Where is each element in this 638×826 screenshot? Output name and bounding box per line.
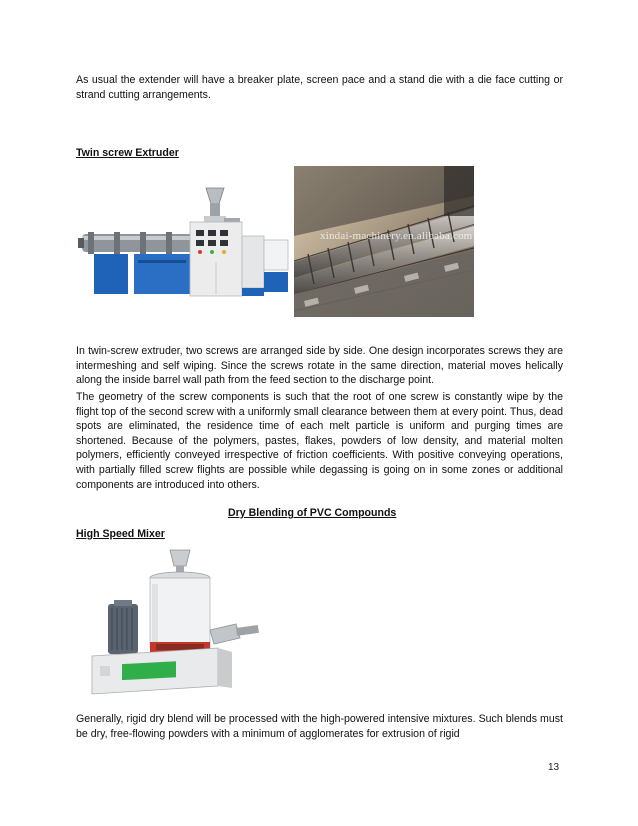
high-speed-mixer-heading: High Speed Mixer xyxy=(76,528,165,540)
generally-paragraph: Generally, rigid dry blend will be processed with the high-powered intensive mixtures. Such blends must be dry, free-flowing powders with a minimum of agglomerates for extrusion of rigid xyxy=(76,713,563,740)
twin-screw-paragraph-2: The geometry of the screw components is such that the root of one screw is constantly wipe by the flight top of the second screw with a uniformly small clearance between them at every point. Thus, dead spots are eliminated, the residence time of each melt particle is uniform and purging times are shortened. Because of the polymers, pastes, flakes, powders of low density, and material molten polymers, efficiently conveyed irrespective of friction coefficients. With positive conveying operations, with partially filled screw flights are possible while degassing is going on in some zones or additional components are introduced into others. xyxy=(76,391,563,491)
twin-screw-paragraph-1: In twin-screw extruder, two screws are arranged side by side. One design incorporates screws they are intermeshing and self wiping. Since the screws rotate in the same direction, material moves helically along the inside barrel wall path from the feed section to the discharge point. xyxy=(76,345,563,387)
high-speed-mixer-image xyxy=(86,548,266,698)
twin-screw-heading: Twin screw Extruder xyxy=(76,147,179,159)
dry-blending-heading: Dry Blending of PVC Compounds xyxy=(228,507,397,519)
twin-screw-extruder-image xyxy=(78,182,292,300)
image-watermark: xindai-machinery.en.alibaba.com xyxy=(320,230,473,242)
page-number: 13 xyxy=(548,762,560,773)
twin-screw-closeup-image xyxy=(294,166,474,317)
intro-paragraph: As usual the extender will have a breaker plate, screen pace and a stand die with a die face cutting or strand cutting arrangements. xyxy=(76,74,563,101)
